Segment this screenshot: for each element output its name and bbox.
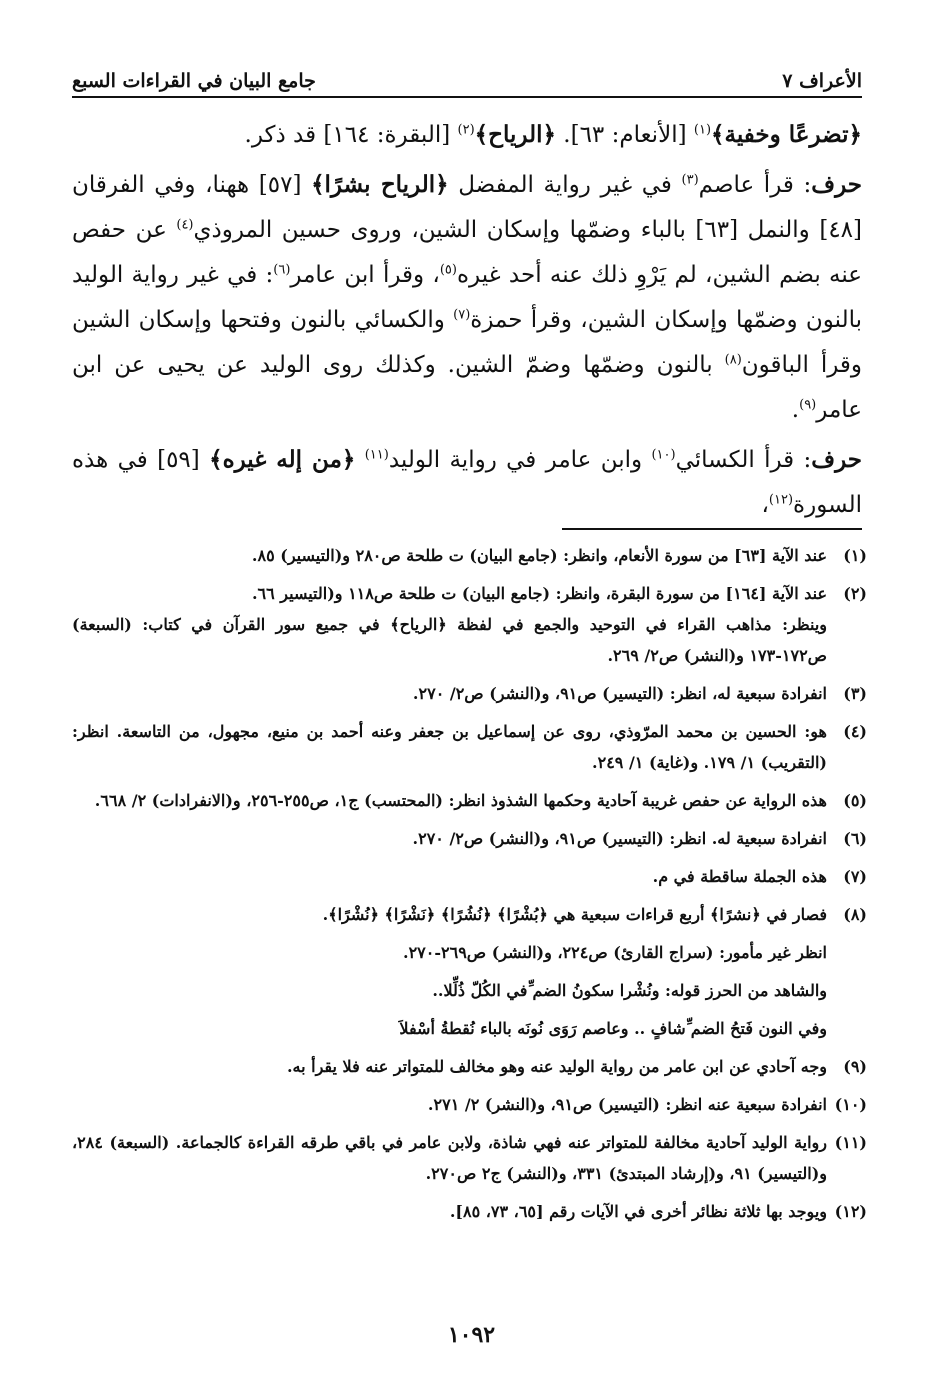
quran-quote: ﴿الرياح﴾ (474, 121, 556, 148)
footnote-number: (٥) (843, 791, 867, 810)
paragraph-3 (72, 437, 862, 528)
running-header (72, 58, 862, 98)
footnote-ref[interactable]: (٨) (724, 352, 742, 368)
text-run: عن حفص عنه بضم الشين، لم يَرْوِ ذلك عنه أحد غيره (72, 217, 862, 288)
footnotes (72, 540, 867, 1234)
footnote-ref[interactable]: (٣) (681, 172, 699, 188)
footnote-item (72, 823, 867, 854)
footnote-line: ويوجد بها ثلاثة نظائر أخرى في الآيات رقم [٦٥، ٧٣، ٨٥]. (449, 1202, 827, 1221)
footnote-line: وينظر: مذاهب القراء في التوحيد والجمع في لفظة ﴿الرياح﴾ في جميع سور القرآن في كتاب: (السبعة) ص١٧٢-١٧٣ و(النشر) ص٢/ ٢٦٩. (72, 615, 828, 665)
header-surah: الأعراف ٧ (782, 70, 862, 92)
footnote-number: (٦) (843, 829, 867, 848)
footnote-separator (562, 528, 862, 530)
footnote-number: (٣) (843, 684, 867, 703)
footnote-number: (٨) (843, 905, 867, 924)
footnote-ref[interactable]: (١) (693, 122, 712, 138)
section-head: حرف (811, 171, 862, 198)
footnote-line: عند الآية [٦٣] من سورة الأنعام، وانظر: (جامع البيان) ت طلحة ص٢٨٠ و(التيسير) ٨٥. (251, 546, 827, 565)
text-run: [الأنعام: ٦٣]. (555, 122, 694, 148)
page-number: ١٠٩٢ (447, 1322, 496, 1348)
footnote-line: عند الآية [١٦٤] من سورة البقرة، وانظر: (جامع البيان) ت طلحة ص١١٨ و(التيسير ٦٦. (251, 584, 827, 603)
footnote-number: (٩) (843, 1057, 867, 1076)
footnote-text (72, 678, 827, 709)
footnote-text (72, 1127, 827, 1189)
footnote-line: هذه الجملة ساقطة في م. (652, 867, 827, 886)
footnote-item (72, 540, 867, 571)
text-run: : قرأ عاصم (698, 172, 812, 198)
quran-quote: ﴿تضرعًا وخفية﴾ (711, 121, 862, 148)
footnote-line: هذه الرواية عن حفص غريبة آحادية وحكمها الشذوذ انظر: (المحتسب) ج١، ص٢٥٥-٢٥٦، و(الانفرادات) ٢/ ٦٦٨. (94, 791, 827, 810)
footnote-ref[interactable]: (١٢) (768, 492, 794, 508)
text-run: : في غير رواية الوليد بالنون وضمّها وإسكان الشين، وقرأ حمزة (72, 262, 862, 333)
footnote-text (72, 899, 827, 930)
footnote-number: (١٠) (834, 1095, 867, 1114)
footnote-item (72, 785, 867, 816)
footnote-line: انفرادة سبعية عنه انظر: (التيسير) ص٩١، و(النشر) ٢/ ٢٧١. (427, 1095, 827, 1114)
quran-quote: ﴿من إله غيره﴾ (209, 446, 356, 473)
footnote-number: (٢) (843, 584, 867, 603)
text-run: [البقرة: ١٦٤] قد ذكر. (244, 122, 458, 148)
footnote-line: رواية الوليد آحادية مخالفة للمتواتر عنه فهي شاذة، ولابن عامر في باقي طرقه القراءة كالجماعة. (السبعة) ٢٨٤، و(التيسير) ٩١، و(إرشاد المبتدئ) ٣٣١، و(النشر) ج٢ ص٢٧٠. (72, 1133, 827, 1183)
text-run: [٥٩] في هذه السورة (72, 447, 862, 518)
text-run: ، وقرأ ابن عامر (290, 262, 440, 288)
footnote-text (72, 861, 827, 892)
footnote-item (72, 1089, 867, 1120)
footnote-item (72, 1127, 867, 1189)
footnote-line: انظر غير مأمور: (سراج القارئ) ص٢٢٤، و(النشر) ص٢٦٩-٢٧٠. (403, 943, 827, 962)
footnote-item (72, 1051, 867, 1082)
text-run: في غير رواية المفضل (448, 172, 682, 198)
poem-verse: والشاهد من الحرز قوله: ونُشْرا سكونُ الضم ِّفي الكُلّ ذُلِّلا.. (432, 981, 827, 1000)
section-head: حرف (811, 446, 863, 473)
text-run: والكسائي بالنون وفتحها وإسكان الشين وقرأ الباقون (72, 307, 863, 378)
footnote-number: (١٢) (834, 1202, 867, 1221)
footnote-item (72, 1196, 867, 1227)
footnote-item (72, 899, 867, 930)
footnote-line: فصار في ﴿نشرًا﴾ أربع قراءات سبعية هي ﴿بُشْرًا﴾ ﴿نُشُرًا﴾ ﴿نَشْرًا﴾ ﴿نُشْرًا﴾. (322, 905, 827, 924)
text-run: [٥٧] ههنا، وفي الفرقان [٤٨] والنمل [٦٣] بالباء وضمّها وإسكان الشين، وروى حسين المروذي (72, 172, 863, 243)
footnote-ref[interactable]: (١١) (364, 447, 389, 463)
footnote-ref[interactable]: (٦) (273, 262, 291, 278)
footnote-ref[interactable]: (٩) (799, 397, 817, 413)
footnote-ref[interactable]: (١٠) (651, 447, 676, 463)
footnote-text (72, 1196, 827, 1227)
footnote-text (72, 823, 827, 854)
footnote-text (72, 1051, 827, 1082)
footnote-number: (١١) (834, 1133, 867, 1152)
text-run: وابن عامر في رواية الوليد (388, 447, 652, 473)
footnote-line: وجه آحادي عن ابن عامر من رواية الوليد عنه وهو مخالف للمتواتر عنه فلا يقرأ به. (286, 1057, 827, 1076)
quran-quote: ﴿الرياح بشرًا﴾ (311, 171, 449, 198)
footnote-text (72, 578, 827, 671)
footnote-item (72, 861, 867, 892)
footnote-ref[interactable]: (٥) (439, 262, 457, 278)
main-text (72, 112, 862, 532)
poem-verse: وفي النون فَتحُ الضم ِّشافٍ .. وعاصم رَوَى نُونَه بالباء نُقطةُ أسْفلاَ (399, 1019, 827, 1038)
footnote-item (72, 716, 867, 778)
text-run: : قرأ الكسائي (675, 447, 812, 473)
footnote-number: (٧) (843, 867, 867, 886)
footnote-text (72, 540, 827, 571)
footnote-line: انفرادة سبعية له. انظر: (التيسير) ص٩١، و(النشر) ص٢/ ٢٧٠. (412, 829, 827, 848)
paragraph-1 (72, 112, 862, 158)
text-run: بالنون وضمّها وضمّ الشين. وكذلك روى الوليد عن يحيى عن ابن عامر (72, 352, 862, 423)
footnote-number: (١) (843, 546, 867, 565)
footnote-text (72, 716, 827, 778)
text-run: ، (761, 492, 769, 518)
footnote-item (72, 578, 867, 671)
footnote-number: (٤) (843, 722, 867, 741)
text-run (355, 447, 364, 473)
footnote-line: انفرادة سبعية له، انظر: (التيسير) ص٩١، و(النشر) ص٢/ ٢٧٠. (412, 684, 827, 703)
footnote-line: هو: الحسين بن محمد المرّوذي، روى عن إسماعيل بن جعفر وعنه أحمد بن منيع، مجهول، من التاسعة. انظر: (التقريب) ١/ ١٧٩. و(غاية) ١/ ٢٤٩. (72, 722, 827, 772)
footnote-text (72, 1089, 827, 1120)
paragraph-2 (72, 162, 862, 433)
text-run: . (791, 397, 800, 423)
header-book-title: جامع البيان في القراءات السبع (72, 70, 316, 92)
footnote-item (72, 678, 867, 709)
footnote-ref[interactable]: (٧) (453, 307, 471, 323)
footnote-text (72, 785, 827, 816)
footnote-ref[interactable]: (٤) (176, 217, 194, 233)
footnote-ref[interactable]: (٢) (457, 122, 475, 138)
